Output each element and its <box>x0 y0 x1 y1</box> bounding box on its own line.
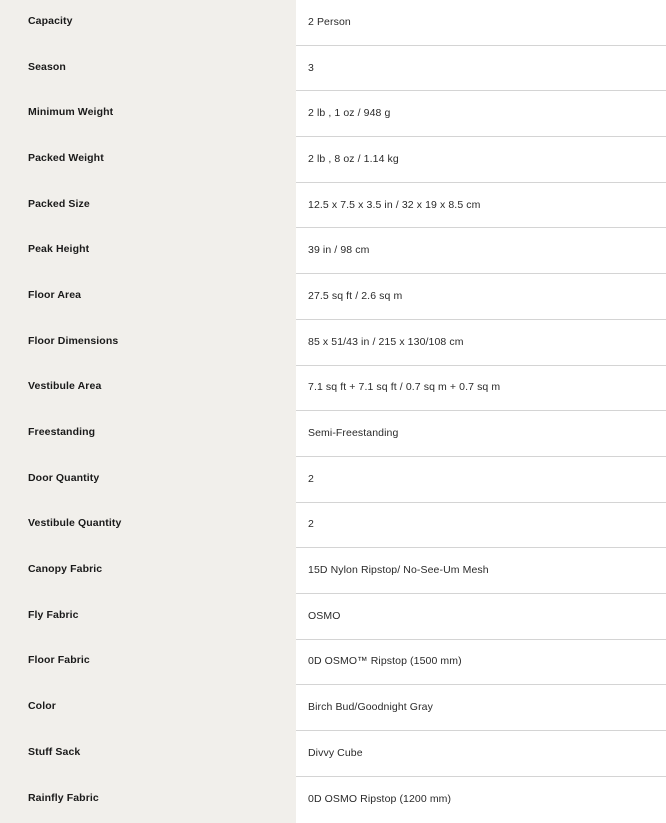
spec-value: OSMO <box>308 609 341 622</box>
spec-value: Birch Bud/Goodnight Gray <box>308 701 433 714</box>
spec-value: 2 <box>308 472 314 485</box>
spec-row-capacity <box>0 0 666 46</box>
spec-label: Floor Dimensions <box>28 334 119 347</box>
spec-row-color <box>0 685 666 731</box>
spec-value: Divvy Cube <box>308 746 363 759</box>
spec-row-vestibule-quantity <box>0 503 666 549</box>
spec-label: Color <box>28 700 56 713</box>
spec-row-rainfly-fabric <box>0 777 666 823</box>
spec-value: 7.1 sq ft + 7.1 sq ft / 0.7 sq m + 0.7 sq m <box>308 381 501 394</box>
spec-row-floor-fabric <box>0 640 666 686</box>
spec-value: Semi-Freestanding <box>308 427 399 440</box>
spec-row-floor-dimensions <box>0 320 666 366</box>
spec-value: 85 x 51/43 in / 215 x 130/108 cm <box>308 335 464 348</box>
spec-row-canopy-fabric <box>0 548 666 594</box>
spec-value: 15D Nylon Ripstop/ No-See-Um Mesh <box>308 564 489 577</box>
spec-value: 2 Person <box>308 15 351 28</box>
spec-row-packed-weight <box>0 137 666 183</box>
spec-label: Season <box>28 60 66 73</box>
spec-label: Minimum Weight <box>28 106 114 119</box>
spec-value: 3 <box>308 61 314 74</box>
spec-label: Freestanding <box>28 426 96 439</box>
spec-value: 0D OSMO Ripstop (1200 mm) <box>308 792 452 805</box>
spec-value: 27.5 sq ft / 2.6 sq m <box>308 289 403 302</box>
spec-label: Door Quantity <box>28 471 100 484</box>
spec-row-vestibule-area <box>0 366 666 412</box>
spec-value: 2 lb , 8 oz / 1.14 kg <box>308 152 399 165</box>
spec-value: 39 in / 98 cm <box>308 244 370 257</box>
spec-label: Floor Fabric <box>28 654 90 667</box>
spec-row-stuff-sack <box>0 731 666 777</box>
spec-label: Floor Area <box>28 288 82 301</box>
spec-label: Stuff Sack <box>28 745 81 758</box>
spec-label: Packed Size <box>28 197 90 210</box>
spec-label: Vestibule Area <box>28 380 102 393</box>
spec-label: Vestibule Quantity <box>28 517 122 530</box>
spec-row-floor-area <box>0 274 666 320</box>
spec-row-door-quantity <box>0 457 666 503</box>
spec-label: Fly Fabric <box>28 608 79 621</box>
spec-row-freestanding <box>0 411 666 457</box>
spec-label: Capacity <box>28 14 73 27</box>
spec-row-minimum-weight <box>0 91 666 137</box>
spec-label: Packed Weight <box>28 151 104 164</box>
spec-row-packed-size <box>0 183 666 229</box>
spec-label: Rainfly Fabric <box>28 791 99 804</box>
spec-value: 12.5 x 7.5 x 3.5 in / 32 x 19 x 8.5 cm <box>308 198 481 211</box>
spec-value: 2 lb , 1 oz / 948 g <box>308 107 391 120</box>
spec-row-peak-height <box>0 228 666 274</box>
spec-row-fly-fabric <box>0 594 666 640</box>
spec-value: 2 <box>308 518 314 531</box>
spec-row-season <box>0 46 666 92</box>
spec-value: 0D OSMO™ Ripstop (1500 mm) <box>308 655 462 668</box>
spec-label: Peak Height <box>28 243 90 256</box>
spec-label: Canopy Fabric <box>28 563 103 576</box>
